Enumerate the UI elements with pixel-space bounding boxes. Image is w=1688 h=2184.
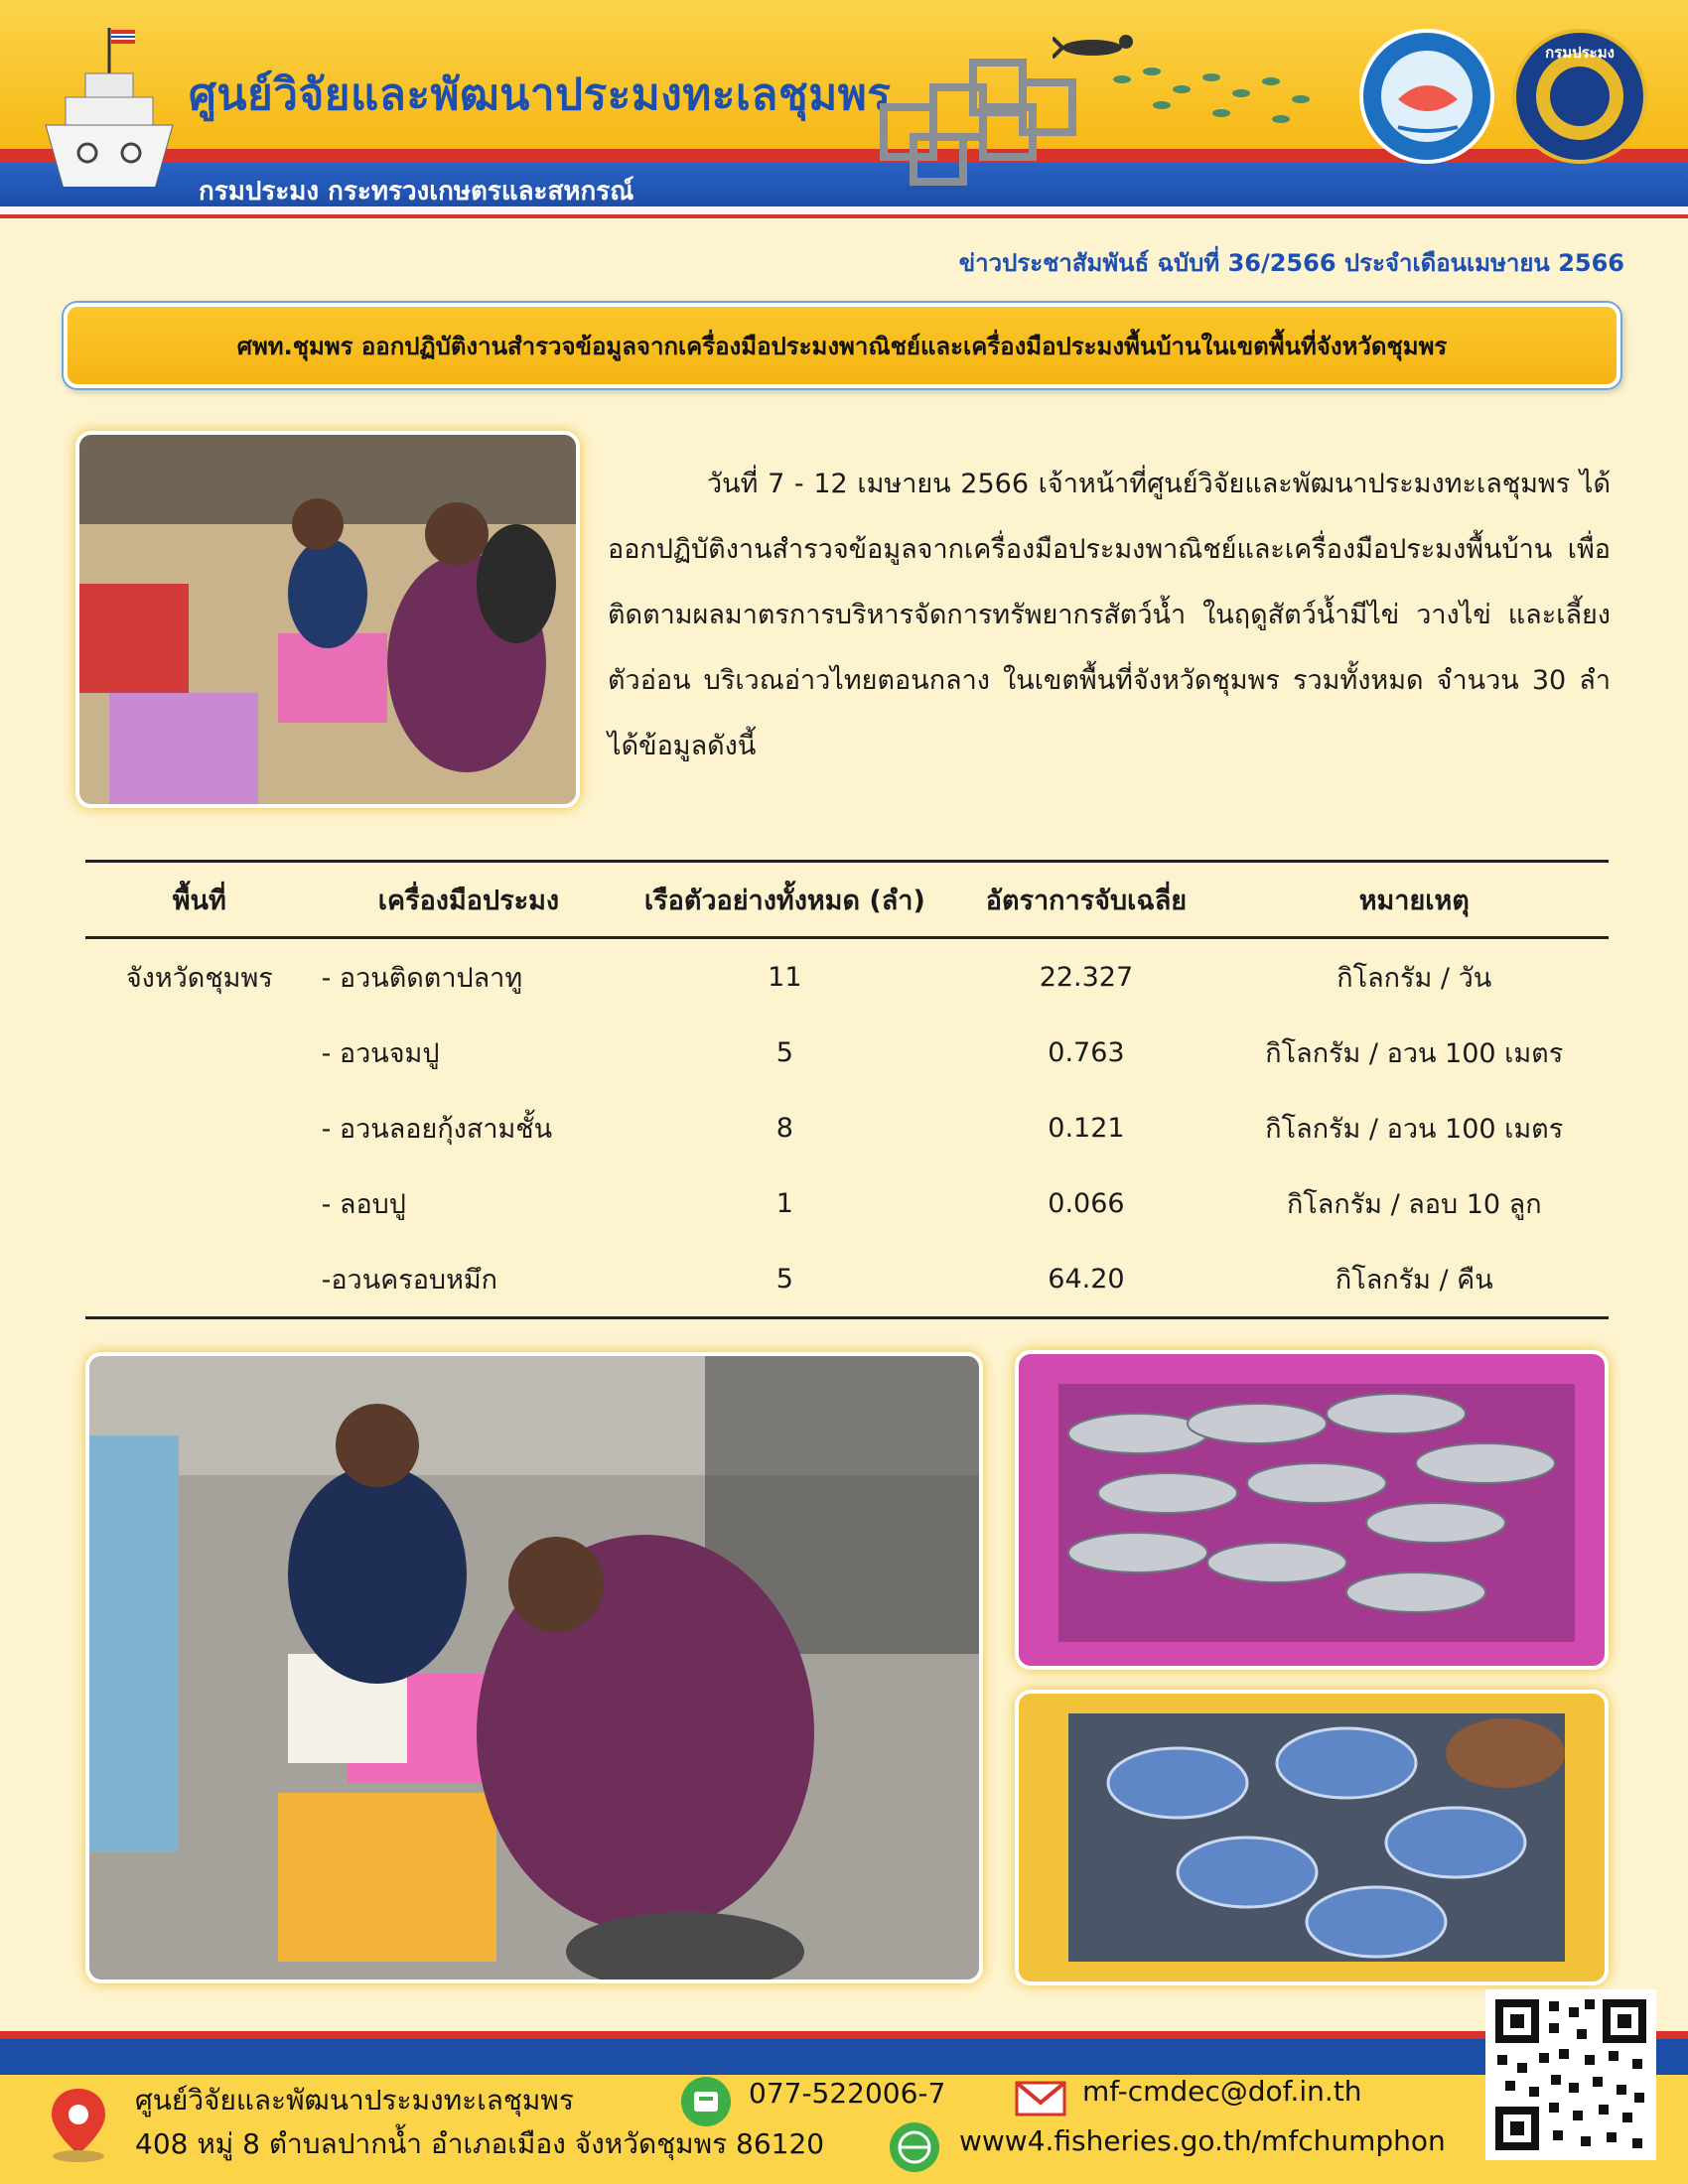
footer-website[interactable]: www4.fisheries.go.th/mfchumphon: [959, 2124, 1446, 2157]
header-area: พื้นที่: [85, 862, 314, 938]
photo-crab-survey: [85, 1352, 983, 1983]
artificial-reef-icon: [874, 58, 1082, 187]
header-note: หมายเหตุ: [1220, 862, 1609, 938]
footer-phone[interactable]: 077-522006-7: [749, 2077, 946, 2110]
issue-line: ข่าวประชาสัมพันธ์ ฉบับที่ 36/2566 ประจำเดือนเมษายน 2566: [958, 249, 1624, 277]
cell-boats: 1: [775, 1187, 793, 1219]
cell-gear: - อวนติดตาปลาทู: [321, 962, 523, 994]
cell-note: กิโลกรัม / อวน 100 เมตร: [1265, 1113, 1564, 1145]
email-icon: [1015, 2079, 1066, 2118]
table-row: [85, 1241, 1609, 1318]
headline-box: [64, 303, 1620, 388]
photo-fish-basket-image: [1019, 1354, 1605, 1666]
cell-area: [85, 1090, 314, 1165]
cell-boats: 5: [617, 1241, 952, 1318]
cell-boats: 8: [775, 1112, 793, 1144]
cell-area: [85, 1241, 314, 1318]
table-row: [85, 1015, 1609, 1090]
svg-text:กรมประมง: กรมประมง: [1545, 44, 1615, 62]
website-icon: [888, 2120, 941, 2174]
photo-officers-measuring: [75, 431, 580, 808]
footer-email[interactable]: mf-cmdec@dof.in.th: [1082, 2075, 1362, 2108]
fish-school-icon: [1102, 60, 1321, 139]
footer-band-blue: [0, 2039, 1688, 2075]
department-seal-icon: [1511, 28, 1648, 165]
cell-rate: 64.20: [952, 1241, 1219, 1318]
location-pin-icon: [44, 2085, 113, 2164]
cell-area: [85, 1165, 314, 1241]
footer-stripe-red: [0, 2031, 1688, 2039]
table-header-row: [85, 862, 1609, 938]
cell-rate: 0.121: [1048, 1112, 1125, 1144]
ship-logo-icon: [40, 18, 179, 187]
cell-rate: 0.763: [1048, 1036, 1125, 1068]
site-title: ศูนย์วิจัยและพัฒนาประมงทะเลชุมพร: [189, 69, 892, 120]
header-boats: เรือตัวอย่างทั้งหมด (ลำ): [617, 862, 952, 938]
photo-fish-basket: [1015, 1350, 1609, 1670]
footer-org-name: ศูนย์วิจัยและพัฒนาประมงทะเลชุมพร: [135, 2084, 574, 2116]
table-row: [85, 1090, 1609, 1165]
photo-crab-survey-image: [89, 1356, 979, 1979]
cell-gear: - ลอบปู: [321, 1188, 406, 1220]
cell-rate: 22.327: [1039, 961, 1134, 993]
cell-note: กิโลกรัม / วัน: [1336, 962, 1492, 994]
cell-gear: -อวนครอบหมึก: [314, 1241, 618, 1318]
body-paragraph: [608, 452, 1611, 779]
center-logo-icon: [1358, 28, 1495, 165]
phone-icon: [679, 2075, 733, 2128]
cell-boats: 5: [775, 1036, 793, 1068]
cell-gear: - อวนจมปู: [321, 1037, 440, 1069]
cell-note: กิโลกรัม / ลอบ 10 ลูก: [1286, 1188, 1542, 1220]
photo-crab-basket: [1015, 1690, 1609, 1985]
header-stripe-red-2: [0, 214, 1688, 218]
headline: ศพท.ชุมพร ออกปฏิบัติงานสำรวจข้อมูลจากเครื่องมือประมงพาณิชย์และเครื่องมือประมงพื้นบ้านในเขตพื้นที่จังหวัดชุมพร: [236, 332, 1448, 360]
cell-area: [85, 1015, 314, 1090]
cell-note: กิโลกรัม / คืน: [1220, 1241, 1609, 1318]
table-row: [85, 1165, 1609, 1241]
cell-gear: - อวนลอยกุ้งสามชั้น: [321, 1113, 553, 1145]
header-gear: เครื่องมือประมง: [314, 862, 618, 938]
header-rate: อัตราการจับเฉลี่ย: [952, 862, 1219, 938]
cell-area: จังหวัดชุมพร: [125, 962, 273, 994]
cell-rate: 0.066: [1048, 1187, 1125, 1219]
footer-address: 408 หมู่ 8 ตำบลปากน้ำ อำเภอเมือง จังหวัดชุมพร 86120: [135, 2127, 825, 2160]
photo-crab-basket-image: [1019, 1694, 1605, 1981]
qr-code-icon[interactable]: [1485, 1989, 1656, 2160]
photo-officers-measuring-image: [79, 435, 576, 804]
cell-boats: 11: [768, 961, 802, 993]
catch-rate-table: [85, 860, 1609, 1319]
body-text: วันที่ 7 - 12 เมษายน 2566 เจ้าหน้าที่ศูนย์วิจัยและพัฒนาประมงทะเลชุมพร ได้ออกปฏิบัติงานสำรวจข้อมูลจากเครื่องมือประมงพาณิชย์และเครื่องมือประมงพื้นบ้าน เพื่อติดตามผลมาตรการบริหารจัดการทรัพยากรสัตว์น้ำ ในฤดูสัตว์น้ำมีไข่ วางไข่ และเลี้ยงตัวอ่อน บริเวณอ่าวไทยตอนกลาง ในเขตพื้นที่จังหวัดชุมพร รวมทั้งหมด จำนวน 30 ลำ ได้ข้อมูลดังนี้: [608, 469, 1611, 761]
site-subtitle: กรมประมง กระทรวงเกษตรและสหกรณ์: [199, 177, 634, 206]
cell-note: กิโลกรัม / อวน 100 เมตร: [1265, 1037, 1564, 1069]
table-row: [85, 938, 1609, 1016]
